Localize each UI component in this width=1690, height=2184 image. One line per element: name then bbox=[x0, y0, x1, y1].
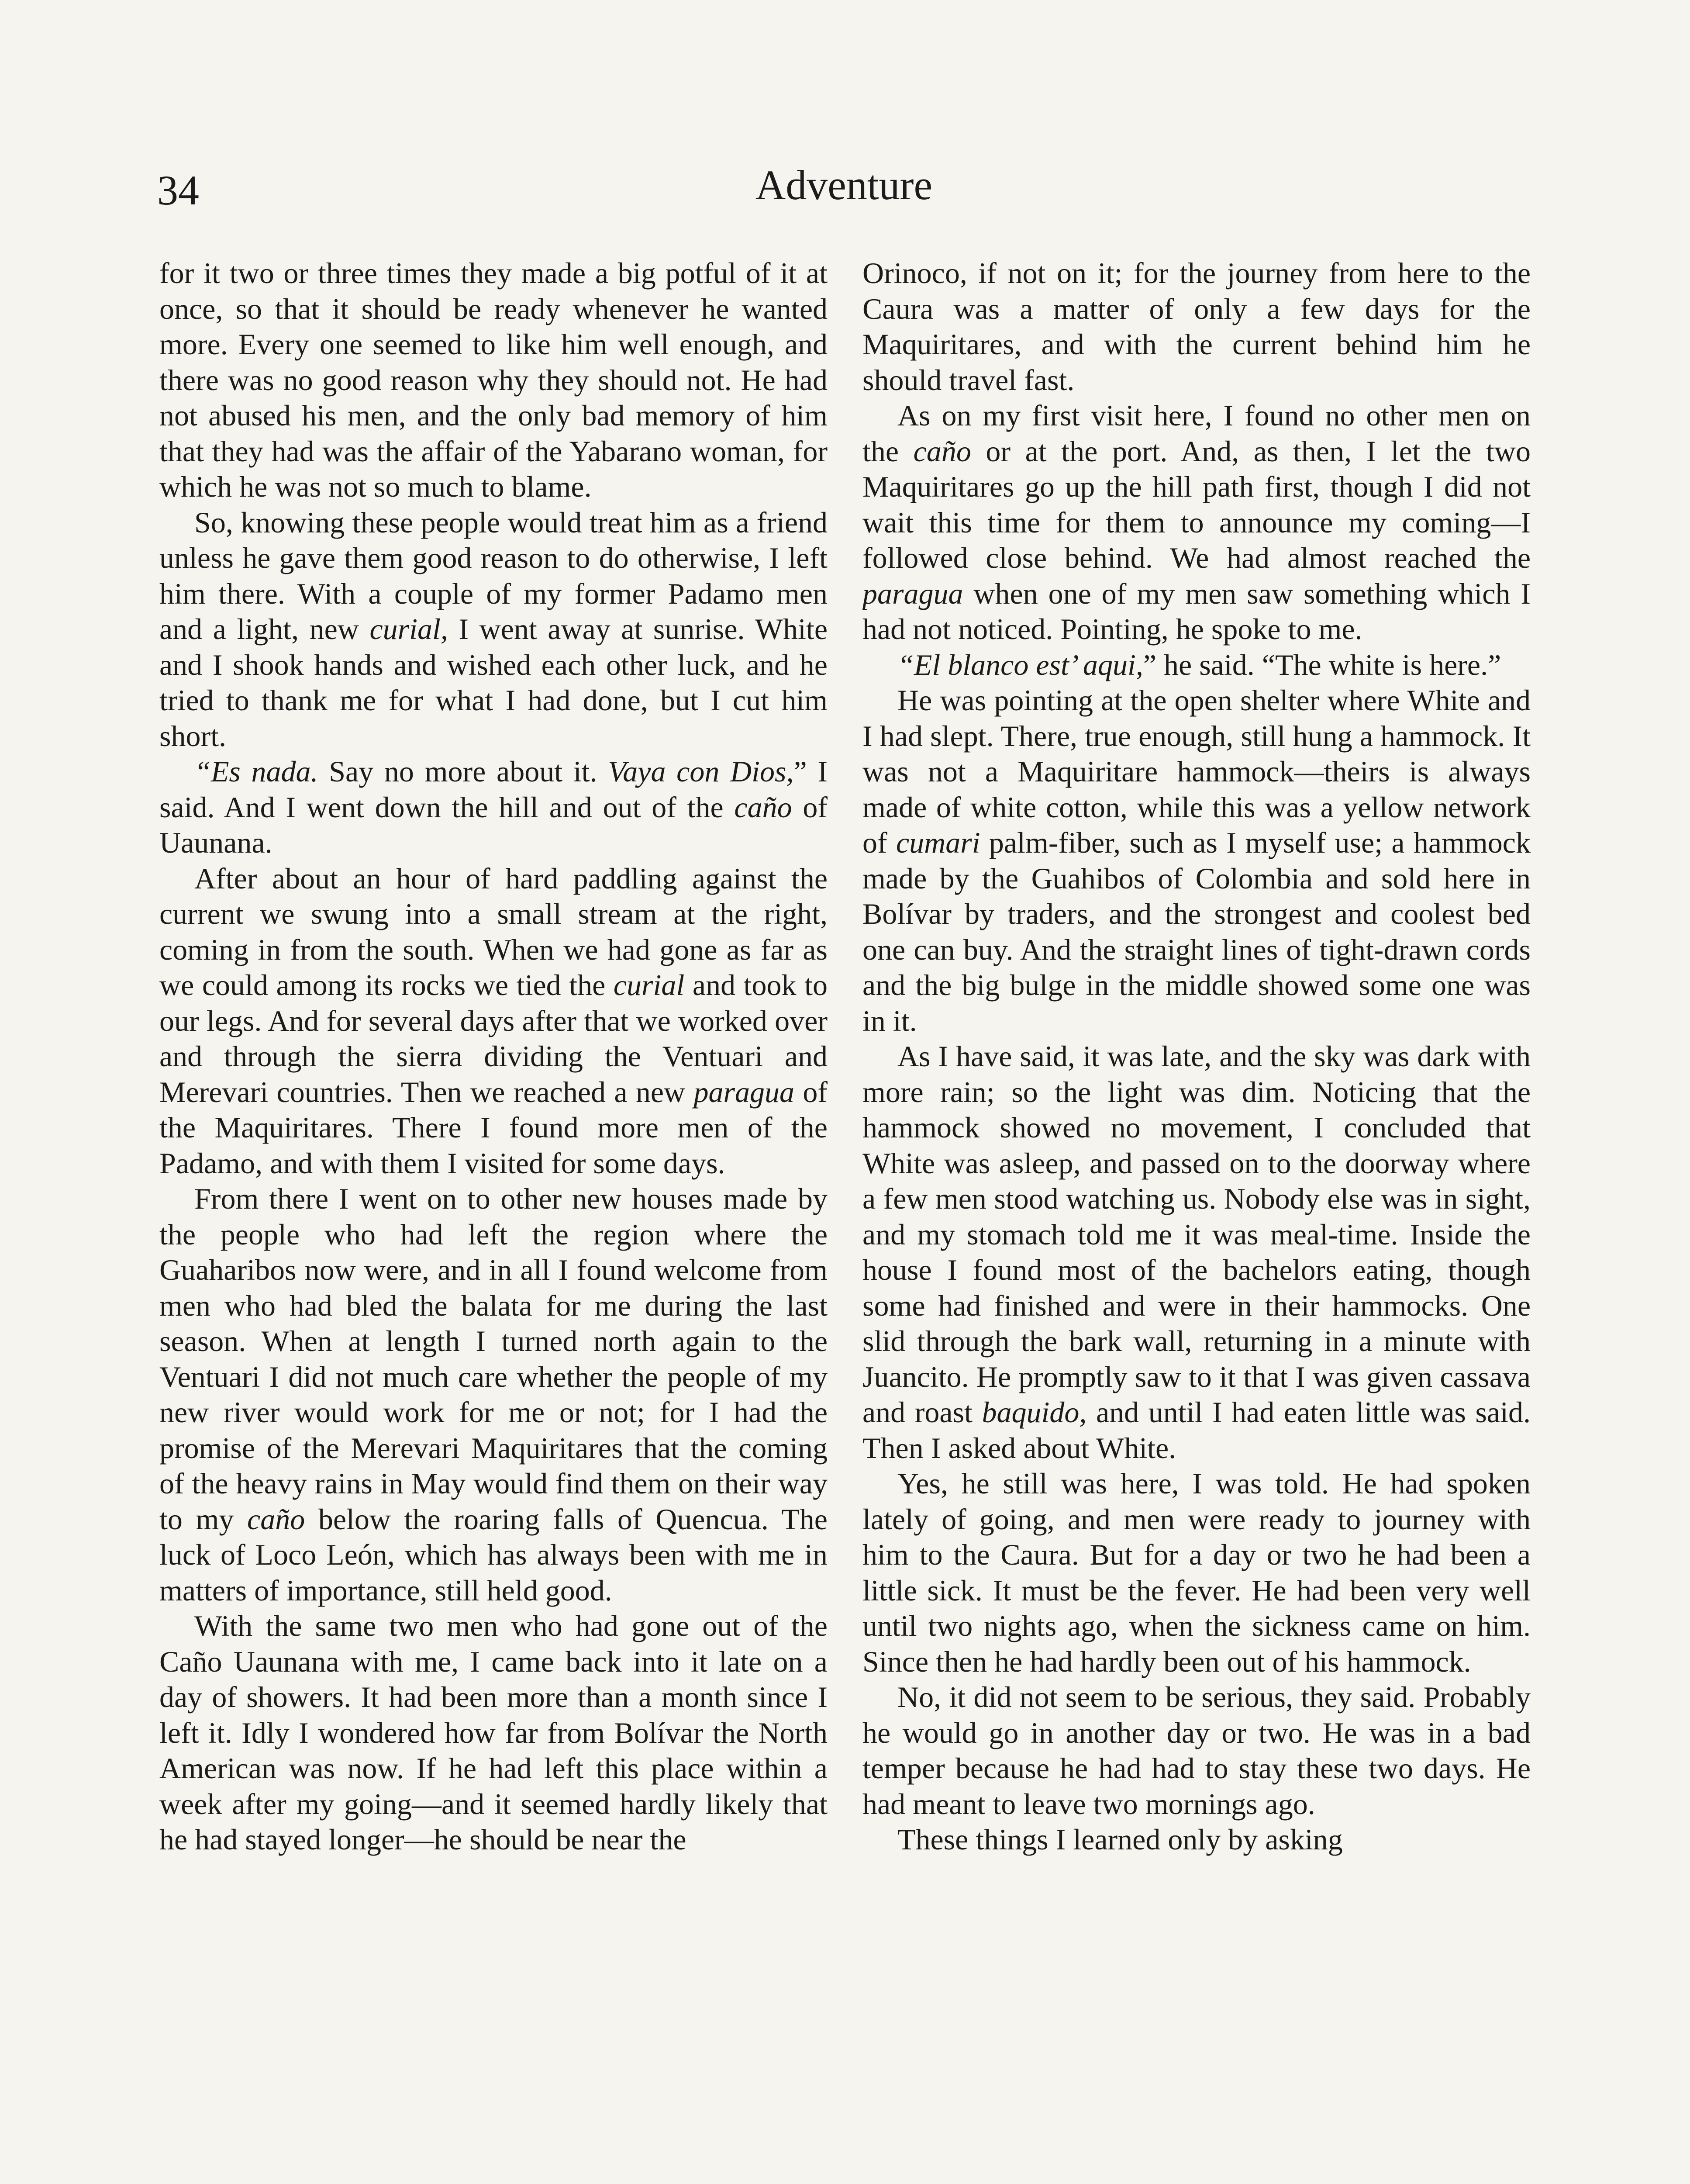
text-run: and until I had eaten little was said. Then I asked about White. bbox=[862, 1396, 1531, 1465]
text-run: or at the port. And, as then, I let the two Maquiritares go up the hill path first, though I did not wait this time for them to announce my coming—I followed close behind. We had almost reached the bbox=[862, 434, 1531, 574]
text-run: and took to our legs. And for several days after that we worked over and through the sierra dividing the Ventuari and Merevari countries. Then we reached a new bbox=[159, 968, 828, 1109]
text-run: So, knowing these people would treat him as a friend unless he gave them good reason to do otherwise, I left him there. With a couple of my former Padamo men and a light, new bbox=[159, 505, 828, 646]
page-number: 34 bbox=[157, 167, 199, 214]
paragraph bbox=[159, 505, 828, 754]
paragraph bbox=[862, 1822, 1531, 1858]
left-column bbox=[159, 256, 828, 2184]
italic-text: “El blanco est’ aqui, bbox=[897, 648, 1143, 681]
text-run: These things I learned only by asking bbox=[897, 1823, 1343, 1856]
italic-text: caño bbox=[734, 790, 792, 824]
italic-text: caño bbox=[247, 1502, 305, 1536]
italic-text: paragua bbox=[693, 1075, 794, 1109]
italic-text: curial, bbox=[369, 612, 448, 646]
italic-text: paragua bbox=[862, 577, 963, 610]
text-run: Yes, he still was here, I was told. He had spoken lately of going, and men were ready to journey with him to the Caura. But for a day or two he had been a little sick. It must be the fever. He had been very well until two nights ago, when the sickness came on him. Since then he had hardly been out of his hammock. bbox=[862, 1467, 1531, 1678]
paragraph bbox=[862, 1679, 1531, 1822]
text-run: Orinoco, if not on it; for the journey from here to the Caura was a matter of only a few days for the Maquiritares, and with the current behind him he should travel fast. bbox=[862, 256, 1531, 397]
text-run: With the same two men who had gone out of the Caño Uaunana with me, I came back into it late on a day of showers. It had been more than a month since I left it. Idly I wondered how far from Bolívar the North American was now. If he had left this place within a week after my going—and it seemed hardly likely that he had stayed longer—he should be near the bbox=[159, 1609, 828, 1856]
text-run: As I have said, it was late, and the sky was dark with more rain; so the light was dim. Noticing that the hammock showed no movement, I concluded that White was asleep, and passed on to the doorway where a few men stood watching us. Nobody else was in sight, and my stomach told me it was meal-time. Inside the house I found most of the bachelors eating, though some had finished and were in their hammocks. One slid through the bark wall, returning in a minute with Juancito. He promptly saw to it that I was given cassava and roast bbox=[862, 1040, 1531, 1429]
italic-text: caño bbox=[913, 434, 971, 468]
page-header bbox=[157, 153, 1531, 223]
text-run: of Uaunana. bbox=[159, 790, 828, 859]
text-run: of the Maquiritares. There I found more men of the Padamo, and with them I visited for some days. bbox=[159, 1075, 828, 1180]
text-run: for it two or three times they made a big potful of it at once, so that it should be ready whenever he wanted more. Every one seemed to like him well enough, and there was no good reason why they should not. He had not abused his men, and the only bad memory of him that they had was the affair of the Yabarano woman, for which he was not so much to blame. bbox=[159, 256, 828, 503]
italic-text: baquido, bbox=[982, 1396, 1087, 1429]
article-body bbox=[159, 256, 1531, 2184]
paragraph bbox=[862, 256, 1531, 398]
running-title: Adventure bbox=[755, 162, 933, 208]
paragraph bbox=[159, 1608, 828, 1858]
paragraph bbox=[159, 1181, 828, 1608]
italic-text: cumari bbox=[896, 826, 980, 859]
italic-text: curial bbox=[613, 968, 685, 1002]
text-run: He was pointing at the open shelter where White and I had slept. There, true enough, still hung a hammock. It was not a Maquiritare hammock—theirs is always made of white cotton, while this was a yellow network of bbox=[862, 684, 1531, 859]
paragraph bbox=[862, 683, 1531, 1039]
paragraph bbox=[862, 398, 1531, 647]
italic-text: “Es nada. bbox=[194, 755, 318, 788]
text-run: No, it did not seem to be serious, they said. Probably he would go in another day or two. He was in a bad temper because he had had to stay these two days. He had meant to leave two mornings ago. bbox=[862, 1680, 1531, 1821]
text-run: ” he said. “The white is here.” bbox=[1143, 648, 1501, 681]
text-run: when one of my men saw something which I had not noticed. Pointing, he spoke to me. bbox=[862, 577, 1531, 646]
text-run: After about an hour of hard paddling against the current we swung into a small stream at the right, coming in from the south. When we had gone as far as we could among its rocks we tied the bbox=[159, 861, 828, 1002]
right-column bbox=[862, 256, 1531, 2184]
paragraph bbox=[862, 647, 1531, 683]
text-run: palm-fiber, such as I myself use; a hammock made by the Guahibos of Colombia and sold here in Bolívar by traders, and the strongest and coolest bed one can buy. And the straight lines of tight-drawn cords and the big bulge in the middle showed some one was in it. bbox=[862, 826, 1531, 1037]
paragraph bbox=[862, 1039, 1531, 1466]
text-run: From there I went on to other new houses made by the people who had left the region where the Guaharibos now were, and in all I found welcome from men who had bled the balata for me during the last season. When at length I turned north again to the Ventuari I did not much care whether the people of my new river would work for me or not; for I had the promise of the Merevari Maquiritares that the coming of the heavy rains in May would find them on their way to my bbox=[159, 1182, 828, 1536]
text-run: I went away at sunrise. White and I shook hands and wished each other luck, and he tried to thank me for what I had done, but I cut him short. bbox=[159, 612, 828, 753]
italic-text: Vaya con Dios, bbox=[608, 755, 794, 788]
text-run: below the roaring falls of Quencua. The luck of Loco León, which has always been with me in matters of importance, still held good. bbox=[159, 1502, 828, 1607]
paragraph bbox=[159, 754, 828, 861]
text-run: As on my first visit here, I found no other men on the bbox=[862, 399, 1531, 468]
text-run: ” I said. And I went down the hill and out of the bbox=[159, 755, 828, 824]
text-run: Say no more about it. bbox=[318, 755, 608, 788]
paragraph bbox=[159, 256, 828, 505]
paragraph bbox=[159, 861, 828, 1182]
paragraph bbox=[862, 1466, 1531, 1679]
